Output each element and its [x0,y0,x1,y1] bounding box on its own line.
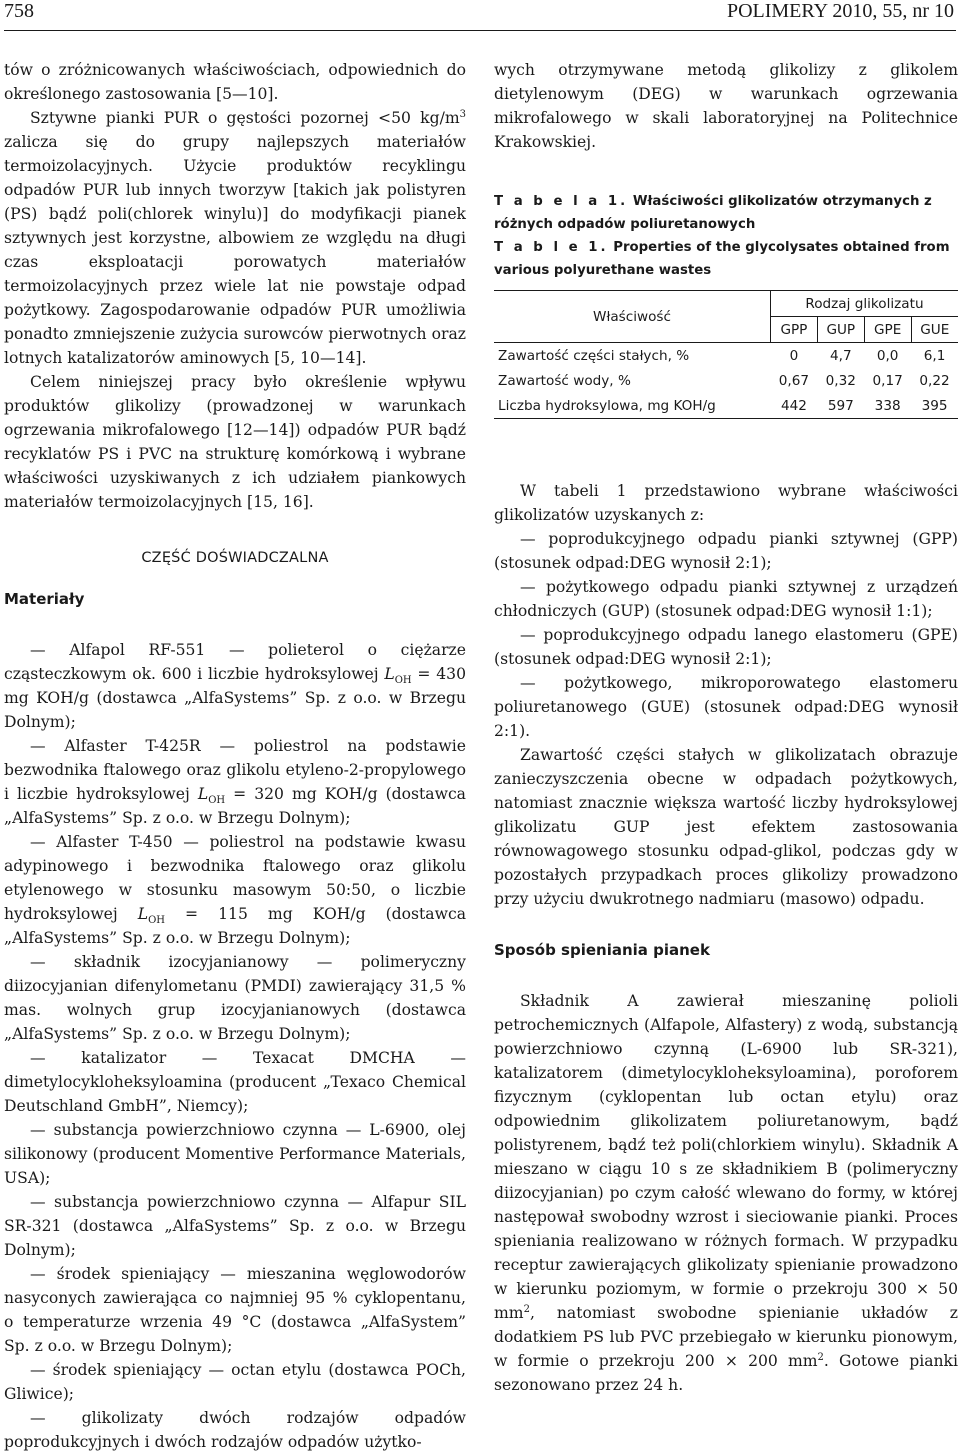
left-column [4,58,466,1454]
table-cell: 6,1 [923,347,946,364]
material-item: — Alfaster T-450 — poliestrol na podstawie kwasu adypinowego i bezwodnika ftalowego oraz glikolu etylenowego w stosunku masowym 50:50, o liczbie hydroksylowej $L_{OH} = 115$ mg KOH/g (dostawca „AlfaSystems” Sp. z o.o. w Brzegu Dolnym); [4,833,466,947]
table-cell: 0,67 [778,372,810,389]
table-col-header: GUE [911,317,958,343]
table-caption-pl: T a b e l a 1. Właściwości glikolizatów otrzymanych z różnych odpadów poliuretanowych [494,194,932,232]
list-item: — poprodukcyjnego odpadu lanego elastomeru (GPE) (stosunek odpad:DEG wynosił 2:1); [494,626,958,668]
material-item: — środek spieniający — mieszanina węglowodorów nasyconych zawierająca co najmniej 95 % cyklopentanu, o temperaturze wrzenia 49 °C (dostawca „AlfaSystem” Sp. z o.o. w Brzegu Dolnym); [4,1265,466,1355]
table-cell: 442 [771,393,818,419]
table-row [494,343,958,369]
table-row [494,368,958,393]
paragraph: wych otrzymywane metodą glikolizy z glikolem dietylenowym (DEG) w warunkach ogrzewania mikrofalowego w skali laboratoryjnej na Politechnice Krakowskiej. [494,61,958,151]
right-column [494,58,958,1397]
table-col-header: GUP [817,317,864,343]
table-cell: 0,22 [919,372,950,389]
paragraph: W tabeli 1 przedstawiono wybrane właściwości glikolizatów uzyskanych z: [494,482,958,524]
material-item: — Alfapol RF-551 — polieterol o ciężarze cząsteczkowym ok. 600 i liczbie hydroksylowej $L_{OH} = 430$ mg KOH/g (dostawca „AlfaSystems” Sp. z o.o. w Brzegu Dolnym); [4,641,466,731]
paragraph: Zawartość części stałych w glikolizatach obrazuje zanieczyszczenia obecne w odpadach pożytkowych, natomiast znacznie większa wartość liczby hydroksylowej glikolizatu GUP jest efektem zastosowania równowagowego stosunku odpad-glikol, podczas gdy w pozostałych przypadkach proces glikolizy prowadzono przy użyciu dwukrotnego nadmiaru (masowo) odpadu. [494,746,958,908]
paragraph: tów o zróżnicowanych właściwościach, odpowiednich do określonego zastosowania [5—10]. [4,61,466,103]
table-cell: 4,7 [829,347,852,364]
table-row [494,393,958,419]
header-rule [4,30,956,31]
table-row-label: Liczba hydroksylowa, mg KOH/g [494,393,771,419]
table-col-header: GPP [771,317,818,343]
section-heading: CZĘŚĆ DOŚWIADCZALNA [141,550,329,566]
table-header-group: Rodzaj glikolizatu [771,291,959,317]
material-item: — substancja powierzchniowo czynna — Alfapur SIL SR-321 (dostawca „AlfaSystems” Sp. z o.o. w Brzegu Dolnym); [4,1193,466,1259]
table-row-label: Zawartość części stałych, % [498,347,690,364]
table-cell: 0 [789,347,799,364]
paragraph: Składnik A zawierał mieszaninę polioli petrochemicznych (Alfapole, Alfastery) z wodą, substancją powierzchniowo czynną (L-6900 lub SR-321), katalizatorem (dimetylocykloheksyloamina), poroforem fizycznym (cyklopentan lub octan etylu) oraz odpowiednim glikolizatem poliuretanowym, bądź polistyrenem, bądź też poli(chlorkiem winylu). Składnik A mieszano w ciągu 10 s ze składnikiem B (polimeryczny diizocyjanian) po czym całość wlewano do formy, w której następował swobodny wzrost i sieciowanie pianki. Proces spieniania realizowano w różnych formach. W przypadku receptur zawierających glikolizaty spienianie prowadzono w kierunku poziomym, w formie o przekroju 300 × 50 $mm^2$, natomiast swobodne spienianie układów z dodatkiem PS lub PVC przebiegało w kierunku pionowym, w formie o przekroju 200 × 200 $mm^2$. Gotowe pianki sezonowano przez 24 h. [494,992,958,1394]
page-header [0,0,960,32]
paragraph: Sztywne pianki PUR o gęstości pozornej <50 $kg/m^3$ zalicza się do grupy najlepszych materiałów termoizolacyjnych. Użycie produktów recyklingu odpadów PUR lub innych tworzyw [takich jak polistyren (PS) bądź poli(chlorek winylu)] do modyfikacji pianek sztywnych jest korzystne, albowiem ze względu na długi czas eksploatacji porowatych materiałów termoizolacyjnych przez wiele lat nie powstaje odpad pożytkowy. Zagospodarowanie odpadów PUR umożliwia ponadto zmniejszenie zużycia surowców pierwotnych oraz lotnych katalizatorów aminowych [5, 10—14]. [4,108,466,367]
table-row-label: Zawartość wody, % [498,372,631,389]
journal-title: POLIMERY 2010, 55, nr 10 [726,0,954,22]
table-header-property: Właściwość [494,291,771,343]
table-col-header: GPE [864,317,911,343]
material-item: — środek spieniający — octan etylu (dostawca POCh, Gliwice); [4,1361,466,1403]
table-cell: 395 [911,393,958,419]
material-item: — katalizator — Texacat DMCHA — dimetylocykloheksyloamina (producent „Texaco Chemical Deutschland GmbH”, Niemcy); [4,1049,466,1115]
table-caption-en: T a b l e 1. Properties of the glycolysates obtained from various polyurethane wastes [494,240,950,278]
table-cell: 0,17 [872,372,903,389]
list-item: — poprodukcyjnego odpadu pianki sztywnej (GPP) (stosunek odpad:DEG wynosił 2:1); [494,530,958,572]
list-item: — pożytkowego, mikroporowatego elastomeru poliuretanowego (GUE) (stosunek odpad:DEG wynosił 2:1). [494,674,958,740]
subsection-heading: Materiały [4,590,85,608]
table-cell: 0,0 [876,347,899,364]
material-item: — glikolizaty dwóch rodzajów odpadów poprodukcyjnych i dwóch rodzajów odpadów użytko- [4,1409,466,1451]
subsection-heading: Sposób spieniania pianek [494,941,710,959]
table-cell: 0,32 [825,372,856,389]
material-item: — składnik izocyjanianowy — polimeryczny diizocyjanian difenylometanu (PMDI) zawierający 31,5 % mas. wolnych grup izocyjanianowych (dostawca „AlfaSystems” Sp. z o.o. w Brzegu Dolnym); [4,953,466,1043]
paragraph: Celem niniejszej pracy było określenie wpływu produktów glikolizy (prowadzonej w warunkach ogrzewania mikrofalowego [12—14]) odpadów PUR bądź recyklatów PS i PVC na strukturę komórkową i wybrane właściwości uzyskiwanych z ich udziałem piankowych materiałów termoizolacyjnych [15, 16]. [4,373,466,511]
table-cell: 338 [864,393,911,419]
page-number: 758 [4,0,34,22]
material-item: — substancja powierzchniowo czynna — L-6900, olej silikonowy (producent Momentive Performance Materials, USA); [4,1121,466,1187]
list-item: — pożytkowego odpadu pianki sztywnej z urządzeń chłodniczych (GUP) (stosunek odpad:DEG wynosił 1:1); [494,578,958,620]
table-cell: 597 [817,393,864,419]
material-item: — Alfaster T-425R — poliestrol na podstawie bezwodnika ftalowego oraz glikolu etyleno-2-propylowego i liczbie hydroksylowej $L_{OH} = 320$ mg KOH/g (dostawca „AlfaSystems” Sp. z o.o. w Brzegu Dolnym); [4,737,466,827]
properties-table [494,290,958,419]
